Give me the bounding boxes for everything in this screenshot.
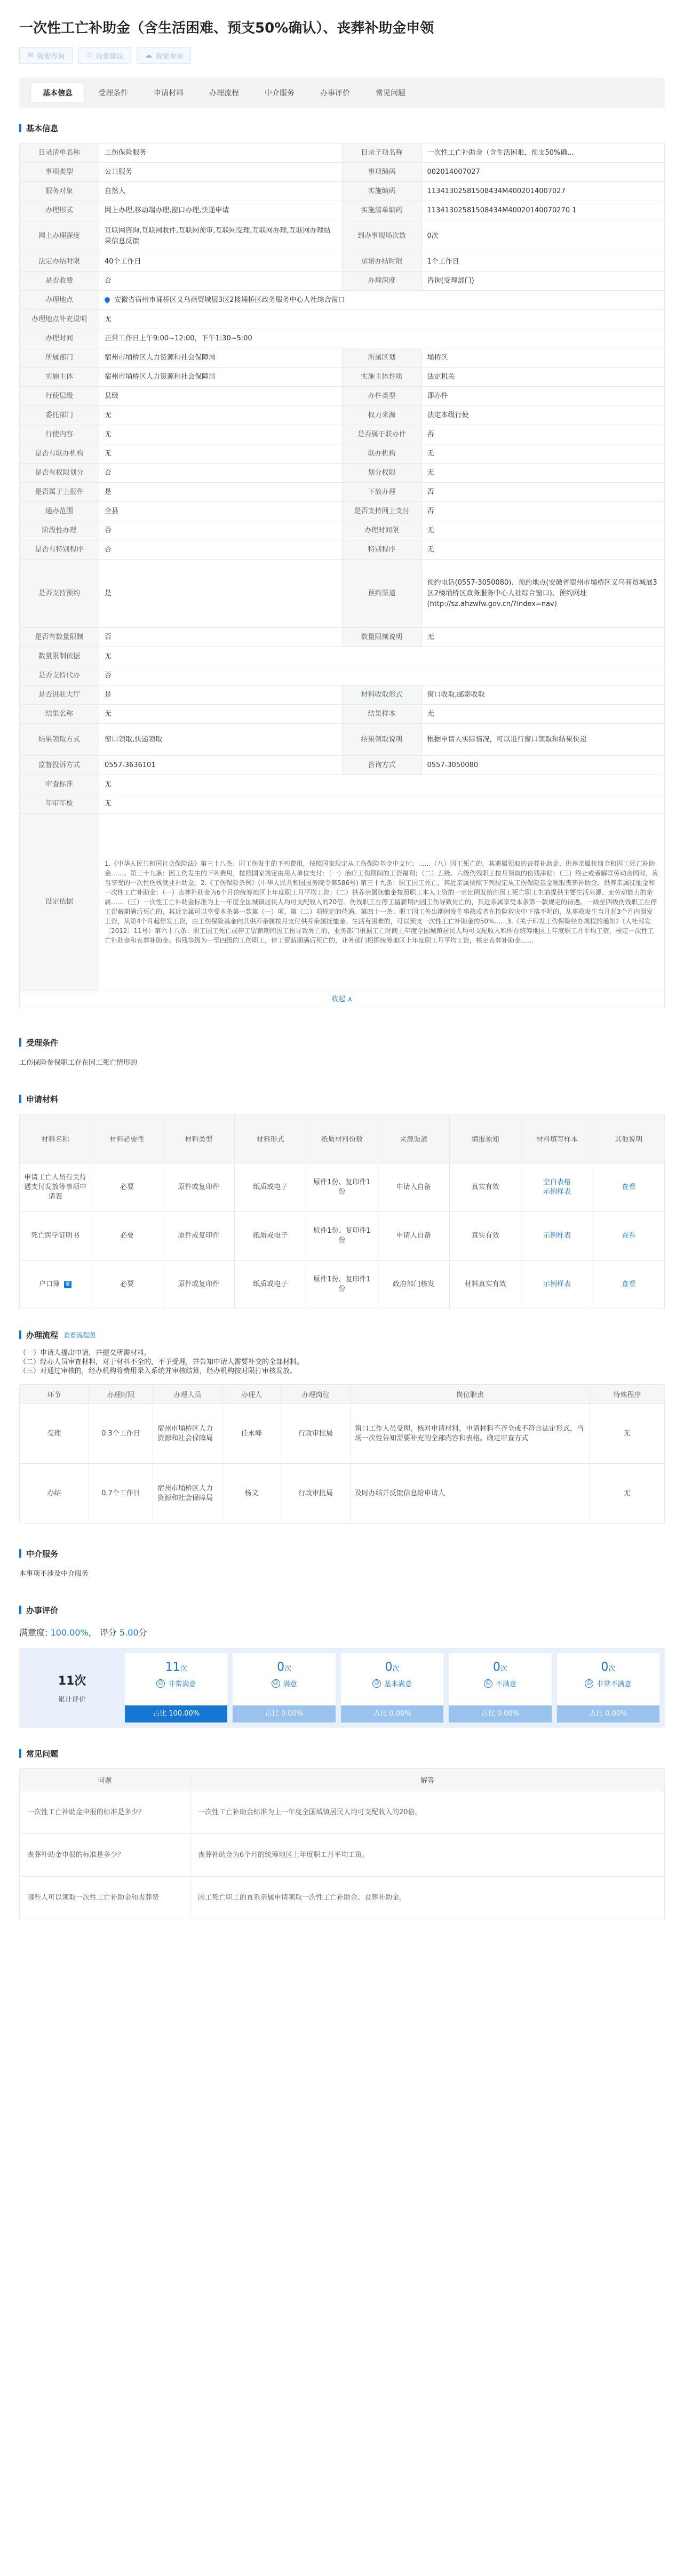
report-value: 是 — [99, 483, 343, 502]
union-value: 否 — [421, 425, 665, 444]
agency-text: 本事项不涉及中介服务 — [19, 1570, 89, 1578]
power-source-value: 法定本级行使 — [421, 406, 665, 425]
flow-time: 0.7个工作日 — [89, 1464, 153, 1524]
section-acceptance-title: 受理条件 — [26, 1038, 59, 1048]
table-row — [20, 1261, 665, 1309]
special2-label: 特别程序 — [342, 540, 421, 560]
appointment-channel-value: 预约电话(0557-3050080)、预约地点(安徽省宿州市埇桥区义乌商贸城展3区2楼埇桥区政务服务中心人社综合窗口)、预约网址(http://sz.ahzwfw.gov.cn/?index=nav) — [421, 560, 665, 628]
standard-value: 无 — [99, 775, 665, 794]
catalog-name-label: 目录清单名称 — [20, 143, 99, 163]
result-name-label: 结果名称 — [20, 705, 99, 724]
union-org2-label: 联办机构 — [342, 444, 421, 464]
proxy-label: 是否支持代办 — [20, 666, 99, 685]
material-form: 纸质或电子 — [234, 1163, 306, 1212]
flow-header: 办理岗位 — [281, 1385, 351, 1404]
cloud-icon: ☁ — [145, 51, 153, 60]
eval-unit: 次 — [284, 1665, 292, 1673]
view-flowchart-link[interactable]: 查看流程图 — [63, 1331, 96, 1339]
acceptance-text: 工伤保险参保职工存在因工死亡情形的 — [19, 1059, 138, 1067]
depth-label: 办理深度 — [342, 272, 421, 291]
method-value: 网上办理,移动端办理,窗口办理,快递申请 — [99, 201, 343, 220]
flow-person: 任永峰 — [222, 1404, 281, 1464]
total-evaluation — [25, 1653, 120, 1722]
eval-count: 0 — [601, 1661, 609, 1674]
object-value: 自然人 — [99, 182, 343, 201]
material-type: 原件或复印件 — [163, 1163, 234, 1212]
eval-label: 满意 — [283, 1680, 297, 1688]
eval-count: 0 — [277, 1661, 285, 1674]
material-count: 原件1份、复印件1份 — [306, 1163, 378, 1212]
flow-special: 无 — [590, 1404, 665, 1464]
eval-percent: 占比 0.00% — [233, 1705, 335, 1722]
tab-evaluation[interactable]: 办事评价 — [320, 89, 350, 98]
flow-org: 宿州市埇桥区人力资源和社会保障局 — [153, 1464, 222, 1524]
promise-limit-value: 1个工作日 — [421, 252, 665, 272]
method-label: 办理形式 — [20, 201, 99, 220]
score-label: 评分 — [99, 1628, 117, 1638]
impl-code-value: 11341302581508434M4002014007027 — [421, 182, 665, 201]
flow-person: 杨文 — [222, 1464, 281, 1524]
material-source: 政府部门核发 — [378, 1261, 449, 1309]
content-value: 无 — [99, 425, 343, 444]
standard-label: 审查标准 — [20, 775, 99, 794]
subject-nature-value: 法定机关 — [421, 368, 665, 387]
result-sample-value: 无 — [421, 705, 665, 724]
consult-value: 0557-3050080 — [421, 756, 665, 775]
location-label: 办理地点 — [20, 291, 99, 310]
sample-form-link[interactable]: 示例样表 — [543, 1232, 571, 1240]
faq-question: 一次性工亡补助金申报的标准是多少？ — [20, 1791, 190, 1834]
section-agency-heading — [19, 1547, 665, 1560]
materials-header: 材料类型 — [163, 1114, 234, 1163]
location-detail-label: 办理地点补充说明 — [20, 310, 99, 329]
query-label: 我要查询 — [155, 52, 184, 61]
result-desc-label: 结果领取说明 — [342, 724, 421, 756]
appointment-value: 是 — [99, 560, 343, 628]
material-other — [593, 1163, 664, 1212]
consult-label-cell: 咨询方式 — [342, 756, 421, 775]
visits-value: 0次 — [421, 220, 665, 252]
material-name: 死亡医学证明书 — [20, 1212, 91, 1261]
flow-header: 办理人员 — [153, 1385, 222, 1404]
location-value[interactable] — [99, 291, 665, 310]
sample-form-link[interactable]: 示例样表 — [543, 1188, 571, 1196]
entrust-value: 无 — [99, 406, 343, 425]
flow-org: 宿州市埇桥区人力资源和社会保障局 — [153, 1404, 222, 1464]
level-value: 县级 — [99, 387, 343, 406]
quick-actions — [19, 47, 665, 64]
table-row — [20, 1404, 665, 1464]
faq-header: 解答 — [190, 1769, 665, 1791]
result-receive-label: 结果领取方式 — [20, 724, 99, 756]
license-badge-icon: 证 — [65, 1281, 71, 1287]
materials-table — [19, 1114, 665, 1309]
material-other — [593, 1261, 664, 1309]
level-label: 行使层级 — [20, 387, 99, 406]
tab-agency[interactable]: 中介服务 — [265, 89, 295, 98]
view-link[interactable]: 查看 — [622, 1232, 636, 1240]
stage-limit-value: 无 — [421, 521, 665, 540]
section-materials-heading — [19, 1092, 665, 1105]
materials-header: 填报须知 — [449, 1114, 521, 1163]
view-link[interactable]: 查看 — [622, 1280, 636, 1288]
dept-label: 所属部门 — [20, 348, 99, 368]
sub-name-label: 目录子项名称 — [342, 143, 421, 163]
legal-limit-label: 法定办结时限 — [20, 252, 99, 272]
tab-materials[interactable]: 申请材料 — [154, 89, 184, 98]
satisfaction-line: 满意度: 100.00%， 评分 5.00分 — [19, 1628, 147, 1638]
tab-acceptance[interactable]: 受理条件 — [98, 89, 128, 98]
blank-form-link[interactable]: 空白表格 — [543, 1178, 571, 1186]
flow-header: 办理人 — [222, 1385, 281, 1404]
smile-icon: ☺ — [272, 1679, 280, 1688]
sub-level-label: 下放办理 — [342, 483, 421, 502]
flow-time: 0.3个工作日 — [89, 1404, 153, 1464]
tab-basic[interactable]: 基本信息 — [31, 83, 84, 102]
eval-unit: 次 — [392, 1665, 400, 1673]
eval-label: 非常不满意 — [596, 1680, 632, 1688]
content-label: 行使内容 — [20, 425, 99, 444]
count2-value: 无 — [421, 464, 665, 483]
eval-unit: 次 — [608, 1665, 616, 1673]
flow-header: 岗位职责 — [351, 1385, 590, 1404]
visits-label: 到办事现场次数 — [342, 220, 421, 252]
flow-special: 无 — [590, 1464, 665, 1524]
score-value: 5.00 — [119, 1628, 139, 1638]
annual-value: 无 — [99, 794, 665, 814]
section-flow-heading — [19, 1328, 665, 1341]
code-value: 002014007027 — [421, 163, 665, 182]
faq-answer: 一次性工亡补助金标准为上一年度全国城镇居民人均可支配收入的20倍。 — [190, 1791, 665, 1834]
table-row — [20, 1877, 665, 1919]
basis-label: 设定依据 — [20, 814, 99, 991]
flow-step: 办结 — [20, 1464, 89, 1524]
frown-icon: ☹ — [484, 1679, 492, 1688]
table-row — [20, 1212, 665, 1261]
consult-button[interactable] — [19, 47, 73, 64]
entrust-label: 委托部门 — [20, 406, 99, 425]
flow-duty: 及时办结并反馈信息给申请人 — [351, 1464, 590, 1524]
section-faq-title: 常见问题 — [26, 1749, 59, 1759]
subject-nature-label: 实施主体性质 — [342, 368, 421, 387]
material-count: 原件1份、复印件1份 — [306, 1212, 378, 1261]
frown-icon: ☹ — [585, 1679, 593, 1688]
material-samples — [521, 1212, 593, 1261]
material-need: 必要 — [91, 1163, 163, 1212]
limit-label: 是否有数量限制 — [20, 628, 99, 647]
stage-label: 阶段性办理 — [20, 521, 99, 540]
online-pay-label: 是否支持网上支付 — [342, 502, 421, 521]
union-org-value: 无 — [99, 444, 343, 464]
limit2-value: 无 — [421, 628, 665, 647]
basis-value: 1.《中华人民共和国社会保险法》第三十八条：因工伤发生的下列费用，按照国家规定从工伤保险基金中支付：……（八）因工死亡的，其遗属领取的丧葬补助金、供养亲属抚恤金和因工死亡补助金……。第三十九条：因工伤发生的下列费用，按照国家规定由用人单位支付：（一）治疗工伤期间的工资福利；（二）五级、六级伤残职工按月领取的伤残津贴；（三）终止或者解除劳动合同时，应当享受的一次性伤残就业补助金。2.《工伤保险条例》(中华人民共和国国务院令第586号) 第三十九条：职工因工死亡，其近亲属按照下列规定从工伤保险基金领取丧葬补助金、供养亲属抚恤金和一次性工亡补助金：（一）丧葬补助金为6个月的统筹地区上年度职工月平均工资；（二）供养亲属抚恤金按照职工本人工资的一定比例发给由因工死亡职工生前提供主要生活来源、无劳动能力的亲属……（三）一次性工亡补助金标准为上一年度全国城镇居民人均可支配收入的20倍。伤残职工在停工留薪期内因工伤导致死亡的，其近亲属享受本条第一款规定的待遇。一级至四级伤残职工在停工留薪期满后死亡的，其近亲属可以享受本条第一款第（一）项、第（二）项规定的待遇。第四十一条：职工因工外出期间发生事故或者在抢险救灾中下落不明的，从事故发生当月起3个月内照发工资，从第4个月起停发工资，由工伤保险基金向其供养亲属按月支付供养亲属抚恤金。生活有困难的，可以预支一次性工亡补助金的50%……3.《关于印发工伤保险经办规程的通知》（人社部发〔2012〕11号）第六十八条：职工因工死亡或停工留薪期间因工伤导致死亡的，业务部门根据工亡时间上年度全国城镇居民人均可支配收入和所在统筹地区上年度职工月平均工资，核定一次性工亡补助金和丧葬补助金。伤残等级为一至四级的工伤职工，停工留薪期满后死亡的，业务部门根据统筹地区上年度职工月平均工资，核定丧葬补助金…… — [99, 814, 665, 991]
online-depth-value: 互联网咨询,互联网收件,互联网预审,互联网受理,互联网办理,互联网办理结果信息反馈 — [99, 220, 343, 252]
online-depth-label: 网上办理深度 — [20, 220, 99, 252]
faq-header-row — [20, 1769, 665, 1791]
complain-value: 0557-3636101 — [99, 756, 343, 775]
table-row — [20, 1791, 665, 1834]
material-samples — [521, 1261, 593, 1309]
power-type-value: 即办件 — [421, 387, 665, 406]
materials-header: 材料名称 — [20, 1114, 91, 1163]
appointment-label: 是否支持预约 — [20, 560, 99, 628]
eval-card-very-unsatisfied — [557, 1653, 659, 1722]
special-label: 是否有特别程序 — [20, 540, 99, 560]
location-text: 安徽省宿州市埇桥区义乌商贸城展3区2楼埇桥区政务服务中心人社综合窗口 — [114, 296, 345, 304]
flow-notes — [19, 1349, 665, 1376]
eval-card-satisfied — [233, 1653, 335, 1722]
region-value: 埇桥区 — [421, 348, 665, 368]
eval-label: 不满意 — [495, 1680, 516, 1688]
stage-value: 否 — [99, 521, 343, 540]
table-row — [20, 1834, 665, 1877]
flow-duty: 窗口工作人员受理。核对申请材料，申请材料不齐全或不符合法定形式，当场一次性告知需要补充的全部内容和表格。确定审查方式 — [351, 1404, 590, 1464]
hall-label: 是否进驻大厅 — [20, 685, 99, 705]
flow-note: （二）经办人员审查材料，对于材料不全的，不予受理，并告知申请人需要补交的全部材料。 — [19, 1358, 304, 1366]
power-source-label: 权力来源 — [342, 406, 421, 425]
material-receive-value: 窗口收取,邮寄收取 — [421, 685, 665, 705]
flow-header: 环节 — [20, 1385, 89, 1404]
material-source: 申请人自备 — [378, 1163, 449, 1212]
limit2-label: 数量限制说明 — [342, 628, 421, 647]
total-label: 累计评价 — [58, 1696, 86, 1704]
satisfaction-value: 100.00% — [50, 1628, 89, 1638]
union-org-label: 是否有联办机构 — [20, 444, 99, 464]
materials-header: 材料形式 — [234, 1114, 306, 1163]
annual-label: 年审年检 — [20, 794, 99, 814]
section-basic-title: 基本信息 — [26, 123, 59, 133]
materials-header: 材料必要性 — [91, 1114, 163, 1163]
eval-count: 0 — [385, 1661, 393, 1674]
faq-answer: 丧葬补助金为6个月的统筹地区上年度职工月平均工资。 — [190, 1834, 665, 1877]
type-value: 公共服务 — [99, 163, 343, 182]
eval-count: 11 — [165, 1661, 180, 1674]
flow-header: 办理时限 — [89, 1385, 153, 1404]
page — [19, 0, 665, 1919]
count-value: 否 — [99, 464, 343, 483]
sub-name-value: 一次性工亡补助金（含生活困难，预支50%确... — [421, 143, 665, 163]
impl-code2-value: 11341302581508434M40020140070270 1 — [421, 201, 665, 220]
materials-header: 纸质材料份数 — [306, 1114, 378, 1163]
fee-label: 是否收费 — [20, 272, 99, 291]
power-type-label: 办件类型 — [342, 387, 421, 406]
material-type: 原件或复印件 — [163, 1212, 234, 1261]
eval-count: 0 — [492, 1661, 500, 1674]
eval-percent: 占比 0.00% — [341, 1705, 443, 1722]
hours-label: 办理时间 — [20, 329, 99, 348]
evaluation-cards — [19, 1648, 665, 1728]
hours-value: 正常工作日上午9:00~12:00，下午1:30~5:00 — [99, 329, 665, 348]
appointment-channel-label: 预约渠道 — [342, 560, 421, 628]
eval-percent: 占比 100.00% — [125, 1705, 227, 1722]
eval-label: 非常满意 — [168, 1680, 196, 1688]
faq-answer: 因工死亡职工的直系亲属申请领取一次性工亡补助金、丧葬补助金。 — [190, 1877, 665, 1919]
material-name: 申请工亡人员有关待遇支付发放等事项申请表 — [20, 1163, 91, 1212]
promise-limit-label: 承诺办结时限 — [342, 252, 421, 272]
suggest-label: 我要建议 — [96, 52, 124, 61]
eval-unit: 次 — [500, 1665, 507, 1673]
range-value: 全县 — [99, 502, 343, 521]
material-name — [20, 1261, 91, 1309]
table-row — [20, 1464, 665, 1524]
material-form: 纸质或电子 — [234, 1261, 306, 1309]
table-row — [20, 1163, 665, 1212]
material-note: 真实有效 — [449, 1163, 521, 1212]
section-agency-title: 中介服务 — [26, 1549, 59, 1559]
flow-note: （三）对通过审核的，经办机构将费用录入系统并审核结算，经办机构按时限打审核发放。 — [19, 1367, 297, 1375]
basic-info-table — [19, 143, 665, 991]
material-need: 必要 — [91, 1212, 163, 1261]
chat-icon: ✉ — [27, 51, 34, 60]
section-materials-title: 申请材料 — [26, 1094, 59, 1104]
eval-percent: 占比 0.00% — [449, 1705, 551, 1722]
neutral-face-icon: ☺ — [372, 1679, 381, 1688]
material-samples — [521, 1163, 593, 1212]
flow-step: 受理 — [20, 1404, 89, 1464]
result-name-value: 无 — [99, 705, 343, 724]
satisfaction-label: 满意度: — [19, 1628, 48, 1638]
result-desc-value: 根据申请人实际情况，可以进行窗口领取和结果快递 — [421, 724, 665, 756]
legal-limit-value: 40个工作日 — [99, 252, 343, 272]
sub-level-value: 否 — [421, 483, 665, 502]
subject-label: 实施主体 — [20, 368, 99, 387]
tab-bar — [19, 78, 665, 108]
subject-value: 宿州市埇桥区人力资源和社会保障局 — [99, 368, 343, 387]
total-count: 11次 — [58, 1674, 86, 1688]
material-receive-label: 材料收取形式 — [342, 685, 421, 705]
limit3-label: 数量限制依据 — [20, 647, 99, 666]
collapse-button[interactable]: 收起 ∧ — [19, 991, 665, 1008]
impl-code-label: 实施编码 — [342, 182, 421, 201]
proxy-value: 否 — [99, 666, 665, 685]
location-detail-value: 无 — [99, 310, 665, 329]
tab-flow[interactable]: 办理流程 — [209, 89, 239, 98]
region-label: 所属区划 — [342, 348, 421, 368]
section-faq-heading — [19, 1747, 665, 1760]
fee-value: 否 — [99, 272, 343, 291]
flow-header-row — [20, 1385, 665, 1404]
online-pay-value: 否 — [421, 502, 665, 521]
flow-post: 行政审批局 — [281, 1404, 351, 1464]
material-note: 真实有效 — [449, 1212, 521, 1261]
range-label: 通办范围 — [20, 502, 99, 521]
object-label: 服务对象 — [20, 182, 99, 201]
eval-card-basic — [341, 1653, 443, 1722]
flow-header: 特殊程序 — [590, 1385, 665, 1404]
flow-table — [19, 1384, 665, 1524]
query-button[interactable] — [137, 47, 191, 64]
special2-value: 无 — [421, 540, 665, 560]
material-form: 纸质或电子 — [234, 1212, 306, 1261]
suggest-button[interactable] — [78, 47, 132, 64]
materials-header: 材料填写样本 — [521, 1114, 593, 1163]
union-org2-value: 无 — [421, 444, 665, 464]
stage-limit-label: 办理时间限 — [342, 521, 421, 540]
limit3-value: 无 — [99, 647, 665, 666]
material-other — [593, 1212, 664, 1261]
consult-label: 我要咨询 — [36, 52, 65, 61]
tab-faq[interactable]: 常见问题 — [376, 89, 405, 98]
eval-unit: 次 — [180, 1665, 187, 1673]
material-source: 申请人自备 — [378, 1212, 449, 1261]
material-name-text: 户口簿 — [39, 1280, 60, 1288]
result-sample-label: 结果样本 — [342, 705, 421, 724]
flow-note: （一）申请人提出申请，并提交所需材料。 — [19, 1349, 152, 1357]
count2-label: 划分权限 — [342, 464, 421, 483]
score-unit: 分 — [138, 1628, 147, 1638]
eval-label: 基本满意 — [384, 1680, 412, 1688]
result-receive-value: 窗口领取,快递领取 — [99, 724, 343, 756]
page-title: 一次性工亡补助金（含生活困难、预支50%确认）、丧葬补助金申领 — [19, 20, 434, 36]
material-need: 必要 — [91, 1261, 163, 1309]
flow-post: 行政审批局 — [281, 1464, 351, 1524]
hall-value: 是 — [99, 685, 343, 705]
star-icon: ☆ — [85, 51, 93, 60]
section-acceptance-heading — [19, 1036, 665, 1049]
eval-card-unsatisfied — [449, 1653, 551, 1722]
code-label: 事项编码 — [342, 163, 421, 182]
material-type: 原件或复印件 — [163, 1261, 234, 1309]
smile-icon: ☺ — [156, 1679, 165, 1688]
location-pin-icon — [104, 296, 111, 304]
section-evaluation-heading — [19, 1604, 665, 1616]
section-evaluation-title: 办事评价 — [26, 1605, 59, 1615]
material-note: 材料真实有效 — [449, 1261, 521, 1309]
eval-card-very-satisfied — [125, 1653, 227, 1722]
type-label: 事项类型 — [20, 163, 99, 182]
materials-header: 其他说明 — [593, 1114, 664, 1163]
materials-header-row — [20, 1114, 665, 1163]
complain-label: 监督投诉方式 — [20, 756, 99, 775]
faq-table — [19, 1768, 665, 1919]
materials-header: 来源渠道 — [378, 1114, 449, 1163]
view-link[interactable]: 查看 — [622, 1183, 636, 1191]
union-label: 是否属于联办件 — [342, 425, 421, 444]
count-label: 是否有权限划分 — [20, 464, 99, 483]
special-value: 否 — [99, 540, 343, 560]
impl-code2-label: 实施清单编码 — [342, 201, 421, 220]
faq-question: 哪些人可以领取一次性工亡补助金和丧葬费 — [20, 1877, 190, 1919]
dept-value: 宿州市埇桥区人力资源和社会保障局 — [99, 348, 343, 368]
faq-header: 问题 — [20, 1769, 190, 1791]
section-flow-title: 办理流程 — [26, 1330, 59, 1340]
limit-value: 否 — [99, 628, 343, 647]
section-basic-heading — [19, 122, 665, 134]
report-label: 是否属于上报件 — [20, 483, 99, 502]
sample-form-link[interactable]: 示例样表 — [543, 1280, 571, 1288]
material-count: 原件1份、复印件1份 — [306, 1261, 378, 1309]
depth-value: 咨询(受理部门) — [421, 272, 665, 291]
catalog-name-value: 工伤保险服务 — [99, 143, 343, 163]
faq-question: 丧葬补助金申报的标准是多少？ — [20, 1834, 190, 1877]
eval-percent: 占比 0.00% — [557, 1705, 659, 1722]
